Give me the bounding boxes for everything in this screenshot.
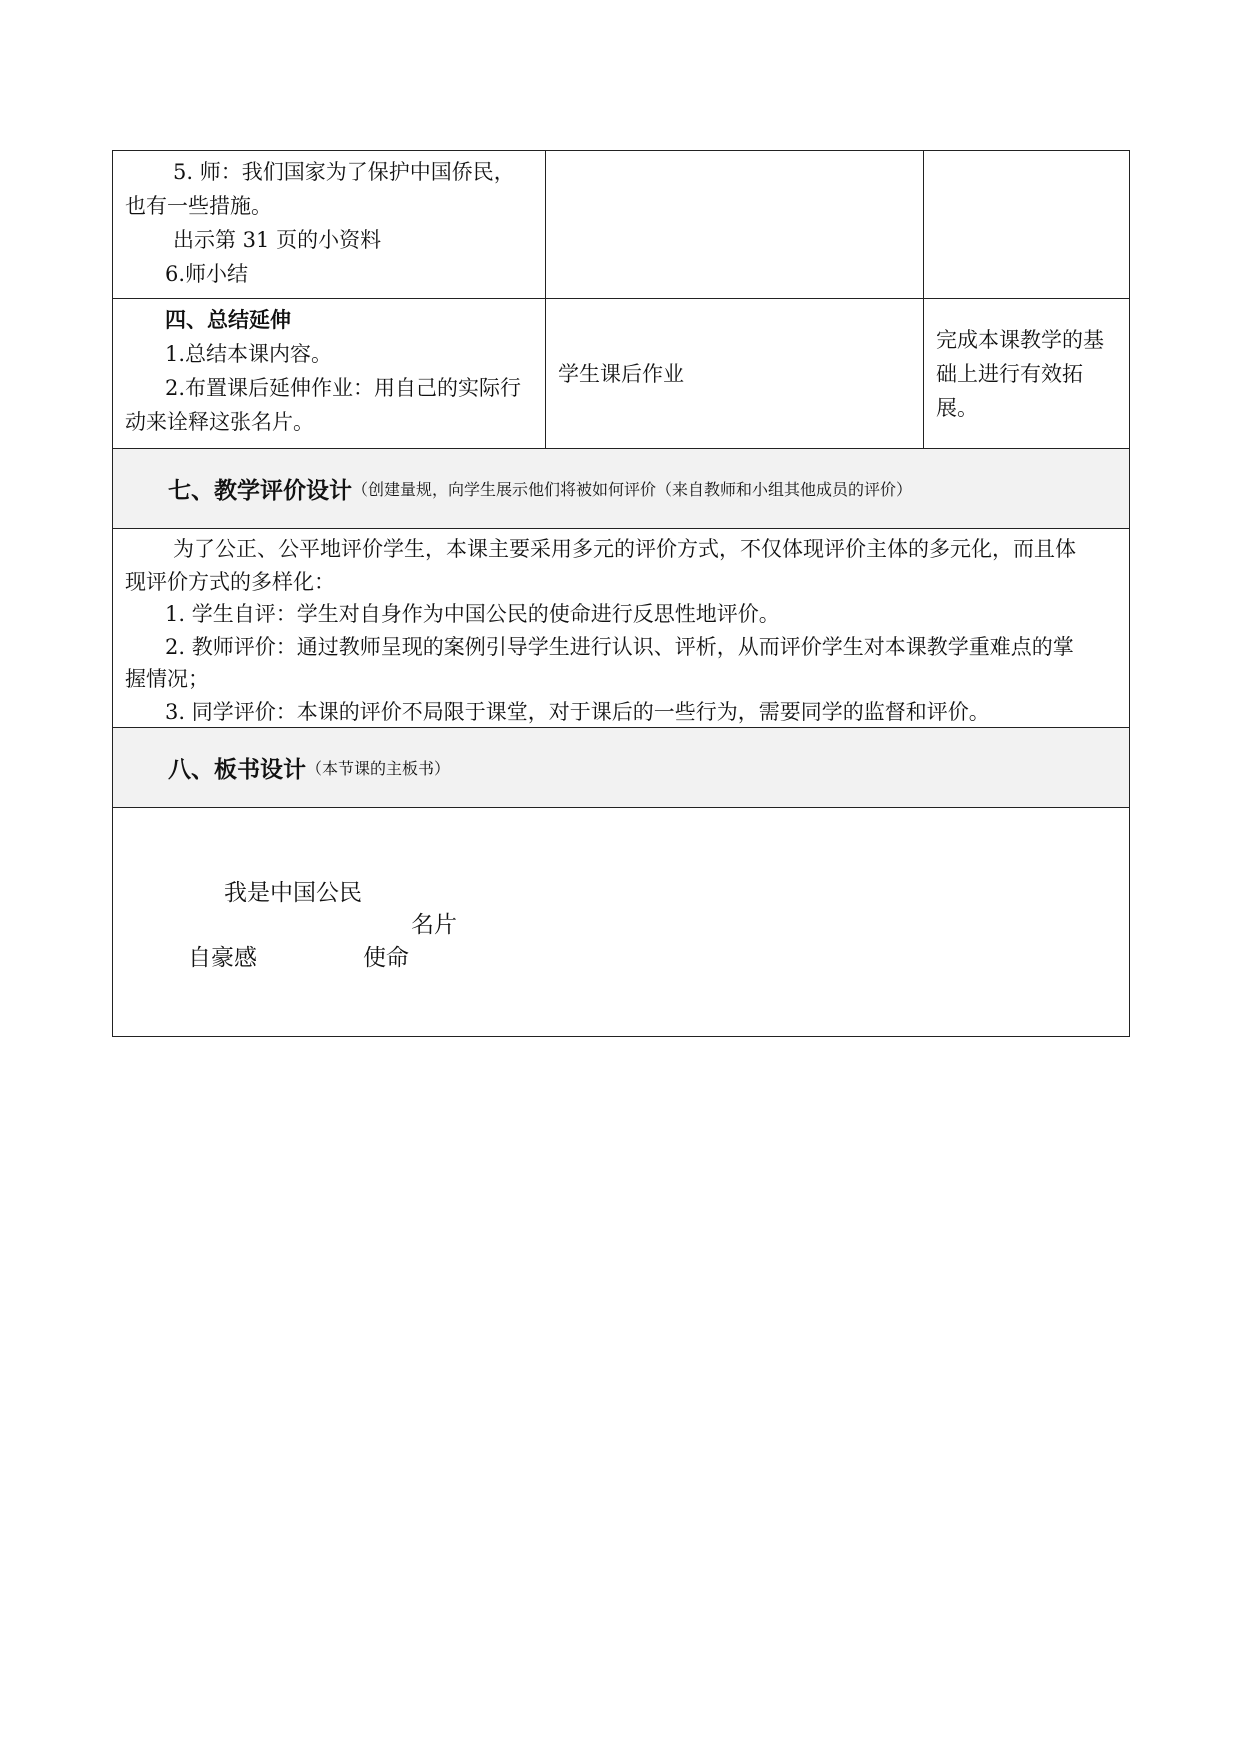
summary-step-1: 1.总结本课内容。 xyxy=(165,342,333,366)
design-intent-text: 完成本课教学的基础上进行有效拓展。 xyxy=(936,327,1104,420)
student-activity-cell xyxy=(546,151,924,298)
evaluation-intro-line-1: 为了公正、公平地评价学生，本课主要采用多元的评价方式，不仅体现评价主体的多元化，而且体 xyxy=(173,537,1076,561)
summary-step-2-line-2: 动来诠释这张名片。 xyxy=(125,410,314,434)
student-homework-text: 学生课后作业 xyxy=(558,361,684,386)
process-row-summary-extension xyxy=(113,299,1129,449)
process-row-teacher-summary xyxy=(113,151,1129,299)
step-6: 6.师小结 xyxy=(165,262,249,286)
evaluation-item-teacher-line-2: 握情况； xyxy=(125,667,209,691)
design-intent-cell xyxy=(924,299,1129,448)
evaluation-item-teacher-line-1: 2. 教师评价：通过教师呈现的案例引导学生进行认识、评析，从而评价学生对本课教学重难点的掌 xyxy=(165,634,1074,659)
design-intent-cell xyxy=(924,151,1129,298)
step-5-material: 出示第 31 页的小资料 xyxy=(173,228,382,252)
board-word-mission: 使命 xyxy=(363,945,409,971)
board-design-area xyxy=(113,808,1129,1036)
lesson-plan-table xyxy=(112,150,1130,1037)
board-word-card: 名片 xyxy=(411,912,457,938)
step-5-line-2: 也有一些措施。 xyxy=(125,194,272,218)
board-word-pride: 自豪感 xyxy=(188,945,257,971)
evaluation-body xyxy=(113,529,1086,727)
board-design-title: 八、板书设计 xyxy=(168,757,306,783)
evaluation-body-row xyxy=(113,529,1129,728)
evaluation-intro-line-2: 现评价方式的多样化： xyxy=(125,569,335,594)
evaluation-section-header xyxy=(113,449,1129,529)
evaluation-item-self: 1. 学生自评：学生对自身作为中国公民的使命进行反思性地评价。 xyxy=(165,602,780,626)
evaluation-title: 七、教学评价设计 xyxy=(168,478,352,504)
evaluation-note: （创建量规，向学生展示他们将被如何评价（来自教师和小组其他成员的评价） xyxy=(352,480,913,499)
summary-step-2-line-1: 2.布置课后延伸作业：用自己的实际行 xyxy=(165,376,522,400)
student-activity-cell xyxy=(546,299,924,448)
board-design-note: （本节课的主板书） xyxy=(306,759,451,778)
teacher-activity-cell xyxy=(113,151,546,298)
evaluation-item-peer: 3. 同学评价：本课的评价不局限于课堂，对于课后的一些行为，需要同学的监督和评价。 xyxy=(165,699,990,724)
section-four-heading: 四、总结延伸 xyxy=(165,308,291,332)
board-word-main: 我是中国公民 xyxy=(224,880,362,906)
board-design-section-header xyxy=(113,728,1129,808)
teacher-activity-cell xyxy=(113,299,546,448)
step-5-line-1: 5. 师：我们国家为了保护中国侨民， xyxy=(173,160,515,184)
